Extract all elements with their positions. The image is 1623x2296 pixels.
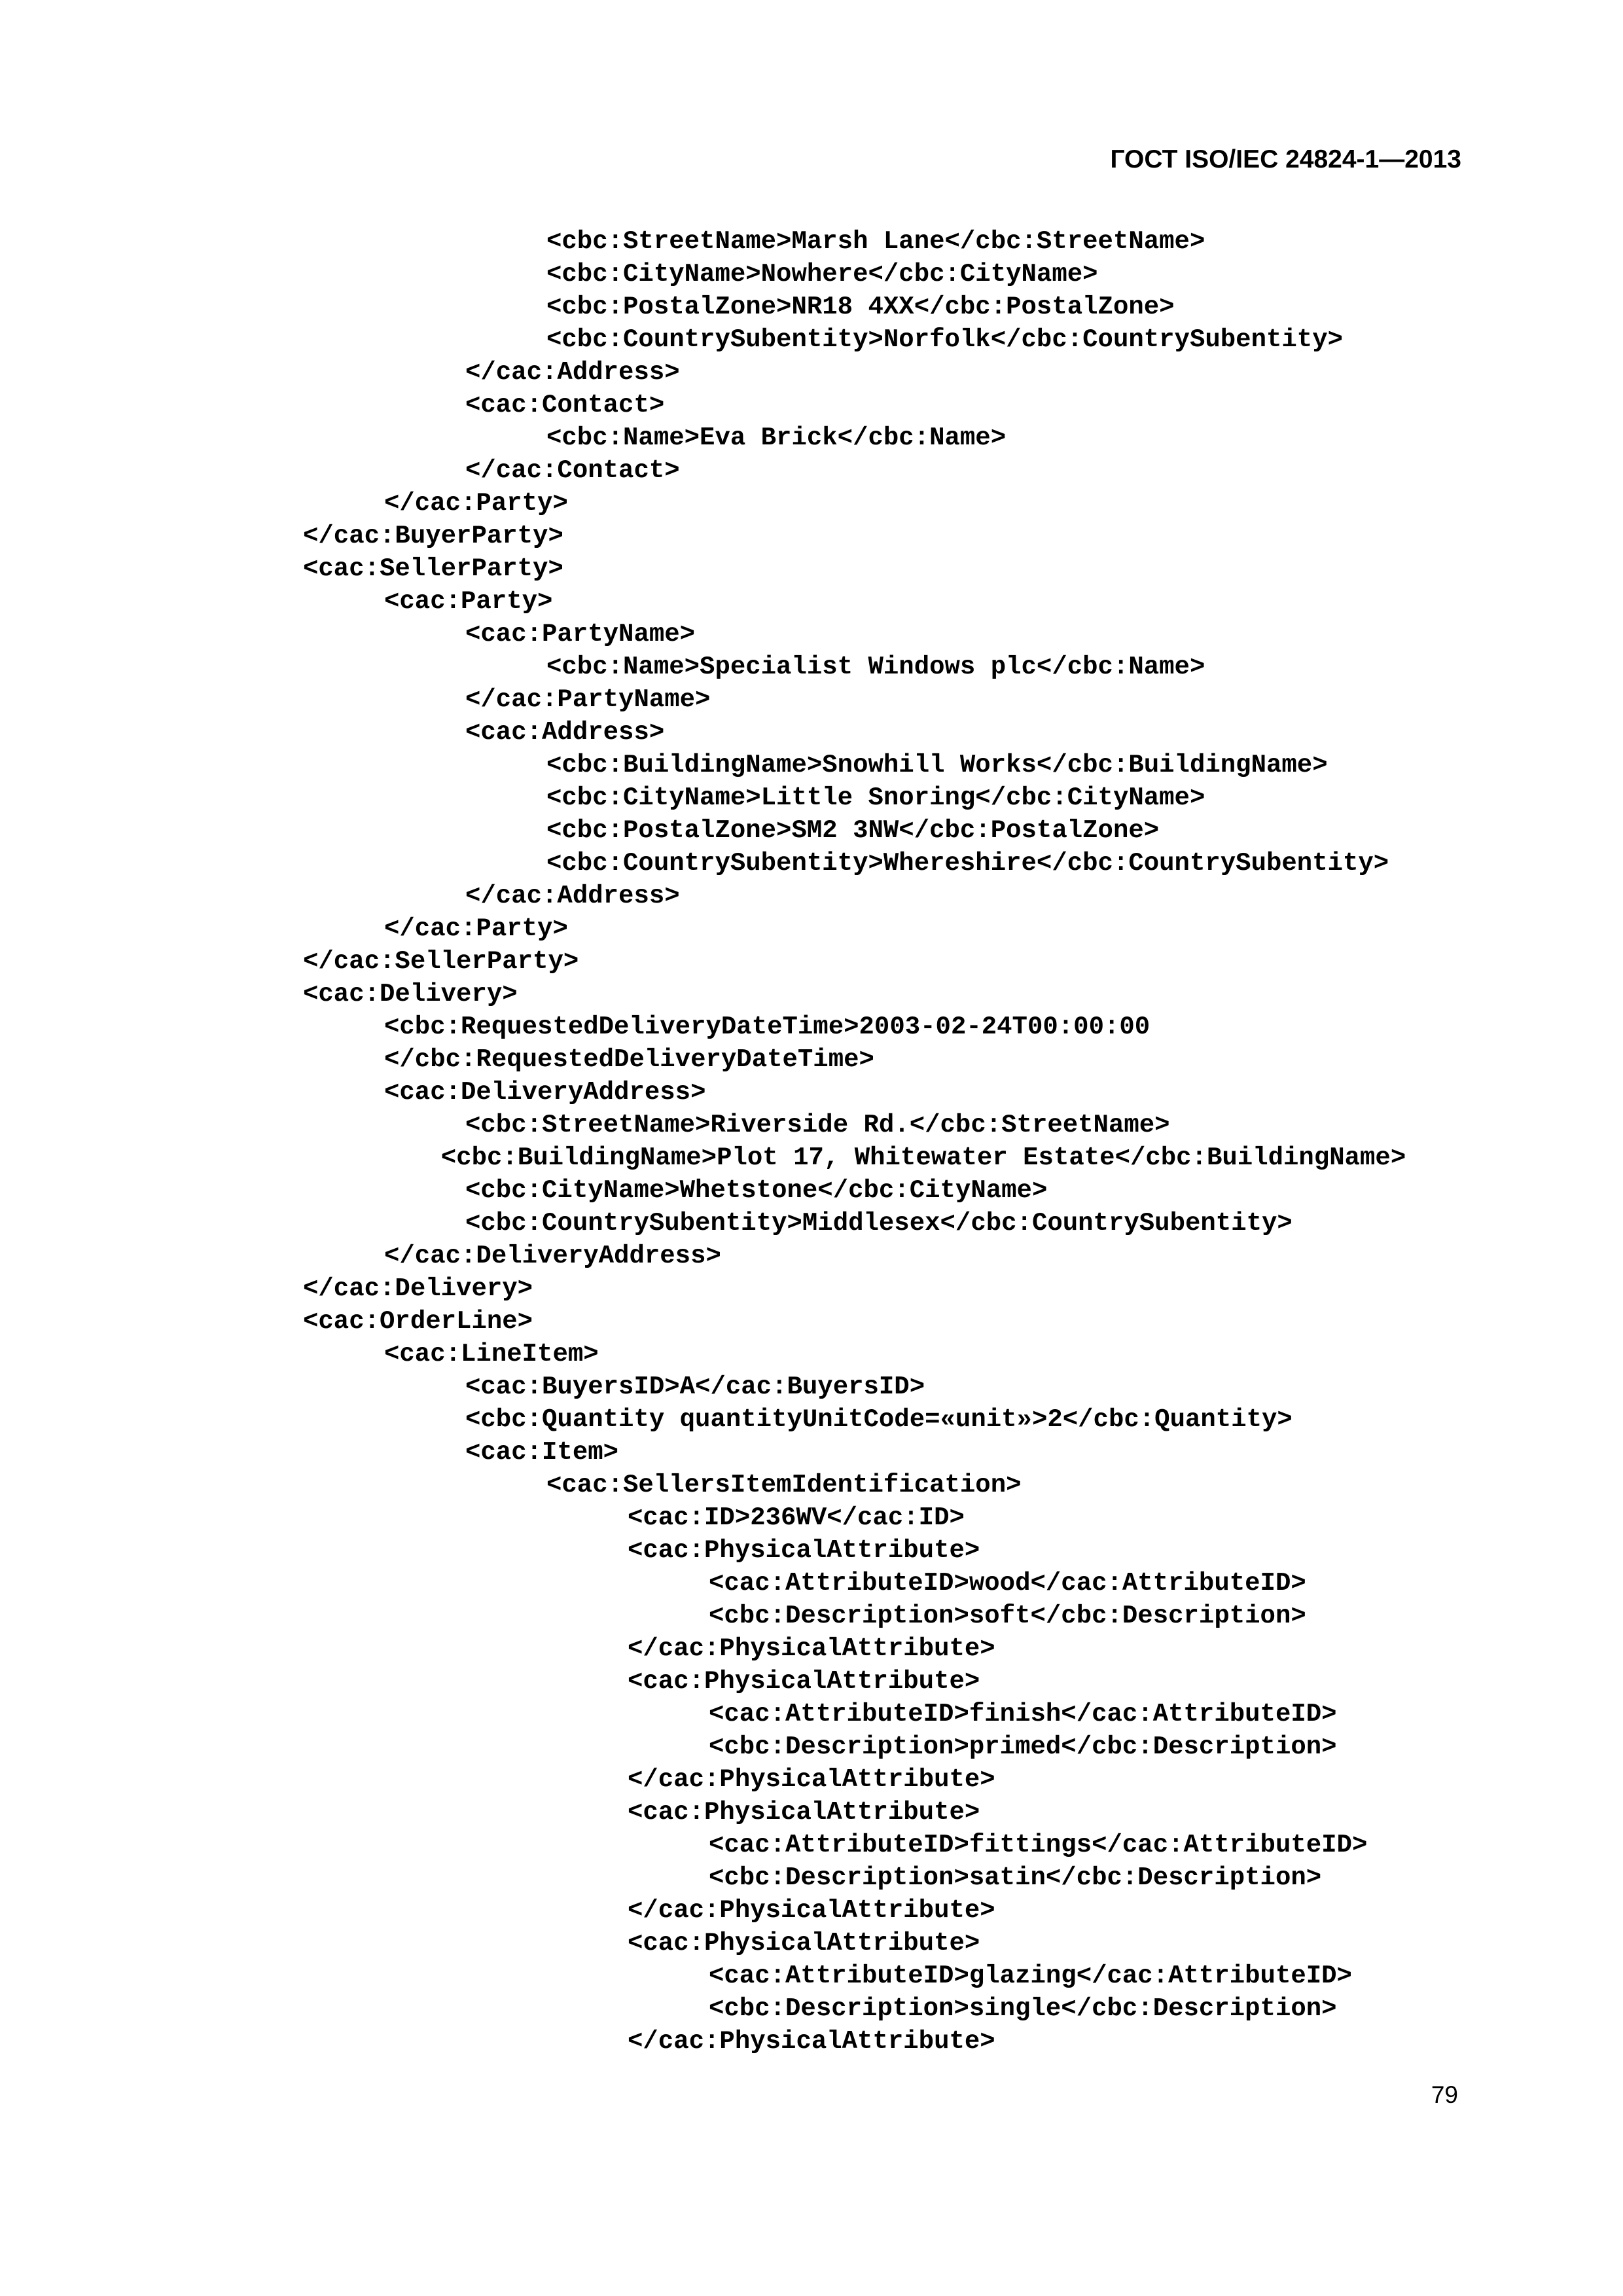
code-line: <cbc:BuildingName>Plot 17, Whitewater Estate</cbc:BuildingName> <box>440 1143 1406 1172</box>
code-line: <cbc:PostalZone>NR18 4XX</cbc:PostalZone> <box>546 293 1175 321</box>
code-line: <cac:AttributeID>finish</cac:AttributeID> <box>709 1700 1337 1729</box>
code-line: <cbc:CityName>Whetstone</cbc:CityName> <box>465 1176 1048 1205</box>
code-line: <cbc:PostalZone>SM2 3NW</cbc:PostalZone> <box>546 816 1160 845</box>
code-line: <cac:Delivery> <box>303 980 518 1009</box>
code-line: <cbc:StreetName>Marsh Lane</cbc:StreetName> <box>546 227 1205 256</box>
code-line: </cac:PartyName> <box>465 685 711 714</box>
code-line: <cbc:RequestedDeliveryDateTime>2003-02-24T00:00:00 <box>384 1013 1150 1041</box>
code-line: </cac:PhysicalAttribute> <box>628 1634 995 1663</box>
code-line: <cbc:Name>Eva Brick</cbc:Name> <box>546 423 1007 452</box>
code-line: <cbc:Name>Specialist Windows plc</cbc:Name> <box>546 653 1205 681</box>
code-line: </cac:Contact> <box>465 456 680 485</box>
code-line: <cbc:Description>primed</cbc:Description> <box>709 1732 1337 1761</box>
code-line: <cbc:CityName>Nowhere</cbc:CityName> <box>546 260 1098 289</box>
code-line: </cbc:RequestedDeliveryDateTime> <box>384 1045 874 1074</box>
code-line: </cac:PhysicalAttribute> <box>628 1765 995 1794</box>
code-line: <cac:Contact> <box>465 391 665 420</box>
code-line: <cbc:CountrySubentity>Middlesex</cbc:CountrySubentity> <box>465 1209 1293 1238</box>
code-line: <cbc:StreetName>Riverside Rd.</cbc:StreetName> <box>465 1111 1170 1139</box>
code-line: <cac:SellerParty> <box>303 554 563 583</box>
code-line: <cac:OrderLine> <box>303 1307 533 1336</box>
code-line: <cbc:BuildingName>Snowhill Works</cbc:BuildingName> <box>546 751 1328 780</box>
code-line: <cbc:Description>single</cbc:Description> <box>709 1994 1337 2023</box>
code-line: <cac:Address> <box>465 718 665 747</box>
code-line: <cac:SellersItemIdentification> <box>546 1471 1022 1499</box>
code-line: <cac:LineItem> <box>384 1340 599 1369</box>
code-line: <cac:AttributeID>fittings</cac:AttributeID> <box>709 1831 1368 1859</box>
code-line: <cac:PhysicalAttribute> <box>628 1536 980 1565</box>
page-number: 79 <box>1431 2081 1458 2108</box>
code-line: </cac:Party> <box>384 489 568 518</box>
code-line: <cac:BuyersID>A</cac:BuyersID> <box>465 1372 925 1401</box>
code-line: <cbc:CountrySubentity>Norfolk</cbc:CountrySubentity> <box>546 325 1343 354</box>
code-line: </cac:Delivery> <box>303 1274 533 1303</box>
code-line: <cac:PartyName> <box>465 620 696 649</box>
code-line: </cac:DeliveryAddress> <box>384 1242 721 1270</box>
code-line: </cac:PhysicalAttribute> <box>628 2027 995 2056</box>
code-line: <cbc:CountrySubentity>Whereshire</cbc:CountrySubentity> <box>546 849 1389 878</box>
code-line: <cac:DeliveryAddress> <box>384 1078 706 1107</box>
xml-code-listing <box>0 225 1623 2058</box>
code-line: <cac:AttributeID>wood</cac:AttributeID> <box>709 1569 1306 1598</box>
code-line: <cac:Item> <box>465 1438 619 1467</box>
code-line: <cac:Party> <box>384 587 553 616</box>
code-line: </cac:PhysicalAttribute> <box>628 1896 995 1925</box>
code-line: <cac:PhysicalAttribute> <box>628 1929 980 1958</box>
code-line: </cac:Address> <box>465 882 680 910</box>
code-line: <cbc:Description>soft</cbc:Description> <box>709 1602 1306 1630</box>
code-line: <cac:PhysicalAttribute> <box>628 1667 980 1696</box>
code-line: </cac:Party> <box>384 914 568 943</box>
code-line: <cbc:Quantity quantityUnitCode=«unit»>2</cbc:Quantity> <box>465 1405 1293 1434</box>
code-line: <cac:AttributeID>glazing</cac:AttributeID> <box>709 1962 1352 1990</box>
code-line: <cbc:Description>satin</cbc:Description> <box>709 1863 1322 1892</box>
code-line: <cbc:CityName>Little Snoring</cbc:CityName> <box>546 783 1205 812</box>
code-line: </cac:Address> <box>465 358 680 387</box>
code-line: <cac:PhysicalAttribute> <box>628 1798 980 1827</box>
code-line: </cac:BuyerParty> <box>303 522 563 550</box>
page-header-standard: ГОСТ ISO/IEC 24824-1—2013 <box>1110 145 1461 173</box>
code-line: </cac:SellerParty> <box>303 947 579 976</box>
code-line: <cac:ID>236WV</cac:ID> <box>628 1503 965 1532</box>
